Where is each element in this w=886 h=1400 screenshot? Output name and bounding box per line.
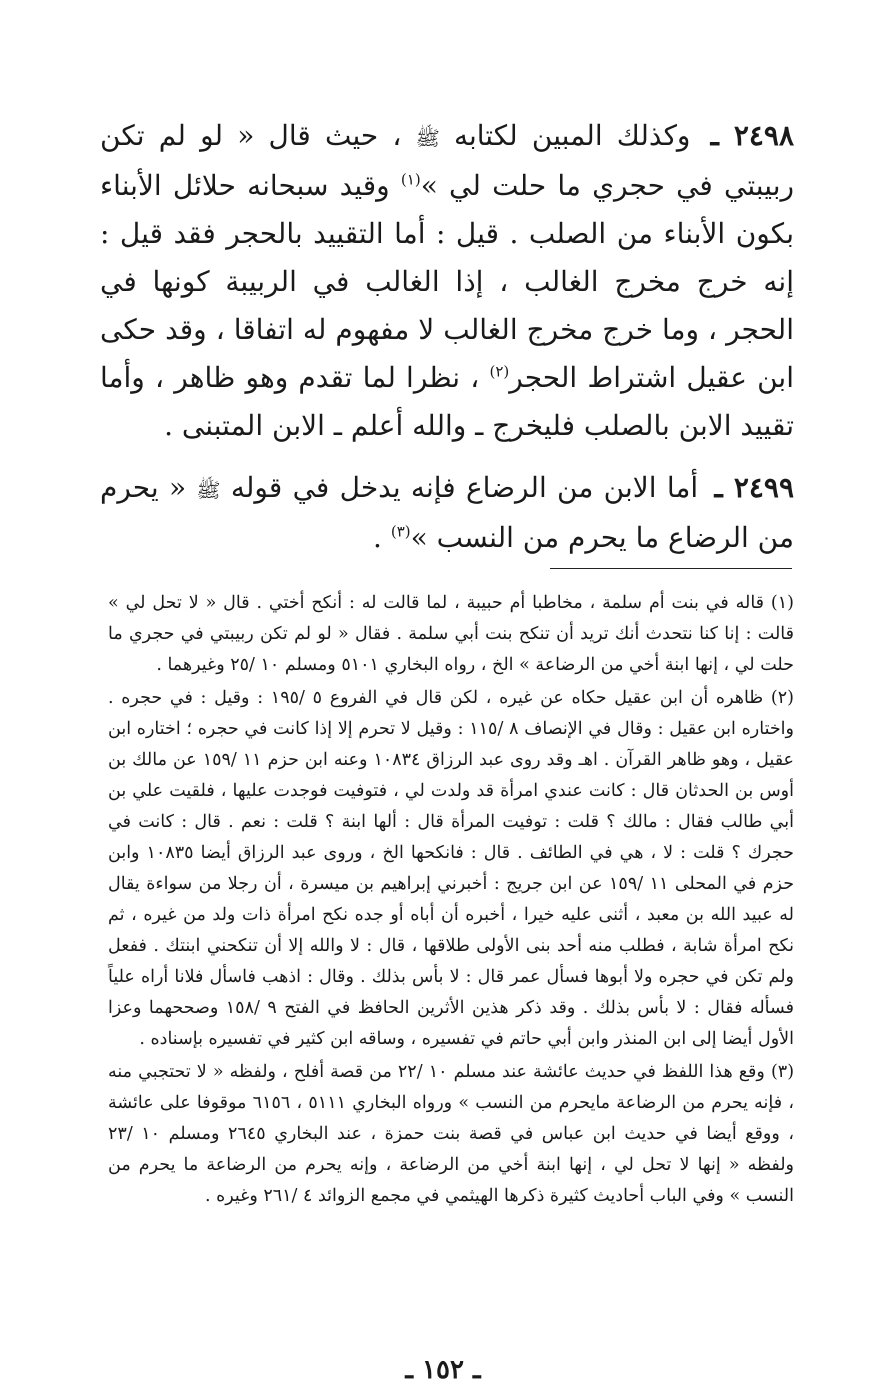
paragraph-number: ٢٤٩٩ ـ (714, 471, 794, 504)
paragraph-text: « يحرم من الرضاع ما يحرم من النسب » (100, 471, 794, 554)
paragraph-text: وقيد سبحانه حلائل الأبناء بكون الأبناء من الصلب . قيل : أما التقييد بالحجر فقد قيل : إنه خرج مخرج الغالب ، إذا الغالب في الربيبة كونها في الحجر ، وما خرج مخرج الغالب لا مفهوم له اتفاقا ، وقد حكى ابن عقيل اشتراط الحجر (100, 169, 794, 394)
paragraph-2499 (100, 464, 794, 562)
salutation-glyph: ﷺ (196, 478, 221, 502)
paragraph-text: أما الابن من الرضاع فإنه يدخل في قوله (230, 471, 699, 504)
page-number: ـ ١٥٢ ـ (405, 1355, 481, 1385)
footnote-ref-3[interactable]: (٣) (390, 522, 411, 541)
footnotes (108, 588, 794, 1214)
paragraph-text: . (373, 521, 391, 554)
footnote-ref-2[interactable]: (٢) (489, 362, 510, 381)
paragraph-text: ، حيث قال « لو لم تكن ربيبتي في حجري ما حلت لي » (100, 119, 795, 202)
paragraph-2498 (100, 112, 794, 450)
footnote-2: (٢) ظاهره أن ابن عقيل حكاه عن غيره ، لكن قال في الفروع ٥ /١٩٥ : وقيل : في حجره . واختاره ابن عقيل : وقال في الإنصاف ٨ /١١٥ : وقيل لا تحرم إلا إذا كانت في حجره ؛ اختاره ابن عقيل ، وهو ظاهر القرآن . اهـ وقد روى عبد الرزاق ١٠٨٣٤ وعنه ابن حزم ١١ /١٥٩ عن مالك بن أوس بن الحدثان قال : كانت عندي امرأة قد ولدت لي ، فتوفيت فوجدت عليها ، فلقيت علي بن أبي طالب فقال : مالك ؟ قلت : توفيت المرأة قال : ألها ابنة ؟ قلت : نعم . قال : كانت في حجرك ؟ قلت : لا ، هي في الطائف . قال : فانكحها الخ ، وروى عبد الرزاق أيضا ١٠٨٣٥ وابن حزم في المحلى ١١ /١٥٩ عن ابن جريج : أخبرني إبراهيم بن ميسرة ، أن رجلا من سواءة يقال له عبيد الله بن معبد ، أثنى عليه خيرا ، أخبره أن أباه أو جده نكح امرأة ذات ولد من غيره ، ثم نكح امرأة شابة ، فطلب منه أحد بنى الأولى طلاقها ، قال : لا والله إلا أن تنكحني ابنتك . ففعل ولم تكن في حجره ولا أبوها فسأل عمر قال : لا بأس بذلك . وقال : اذهب فاسأل فلانا أراه علياً فسأله فقال : لا بأس بذلك . وقد ذكر هذين الأثرين الحافظ في الفتح ٩ /١٥٨ وصححهما وعزا الأول أيضا إلى ابن المنذر وابن أبي حاتم في تفسيره ، وساقه ابن كثير في تفسيره بإسناده . (108, 688, 795, 1049)
paragraph-number: ٢٤٩٨ ـ (710, 119, 794, 152)
main-text (100, 112, 794, 576)
footnote-ref-1[interactable]: (١) (400, 170, 421, 189)
paragraph-text: وكذلك المبين لكتابه (453, 119, 691, 152)
footnote-1: (١) قاله في بنت أم سلمة ، مخاطبا أم حبيبة ، لما قالت له : أنكح أختي . قال « لا تحل لي » قالت : إنا كنا نتحدث أنك تريد أن تنكح بنت أبي سلمة . فقال « لو لم تكن ربيبتي في حجري ما حلت لي ، إنها ابنة أخي من الرضاعة » الخ ، رواه البخاري ٥١٠١ ومسلم ١٠ /٢٥ وغيرهما . (108, 593, 794, 675)
footnote-divider (550, 568, 792, 569)
salutation-glyph: ﷺ (415, 126, 440, 150)
footnote-3: (٣) وقع هذا اللفظ في حديث عائشة عند مسلم ١٠ /٢٢ من قصة أفلح ، ولفظه « لا تحتجبي منه ، فإنه يحرم من الرضاعة مايحرم من النسب » ورواه البخاري ٥١١١ ، ٦١٥٦ موقوفا على عائشة ، ووقع أيضا في حديث ابن عباس في قصة بنت حمزة ، عند البخاري ٢٦٤٥ ومسلم ١٠ /٢٣ ولفظه « إنها لا تحل لي ، إنها ابنة أخي من الرضاعة ، وإنه يحرم من الرضاعة ما يحرم من النسب » وفي الباب أحاديث كثيرة ذكرها الهيثمي في مجمع الزوائد ٤ /٢٦١ وغيره . (108, 1062, 795, 1206)
paragraph-text: ، نظرا لما تقدم وهو ظاهر ، وأما تقييد الابن بالصلب فليخرج ـ والله أعلم ـ الابن المتبنى . (100, 361, 794, 442)
